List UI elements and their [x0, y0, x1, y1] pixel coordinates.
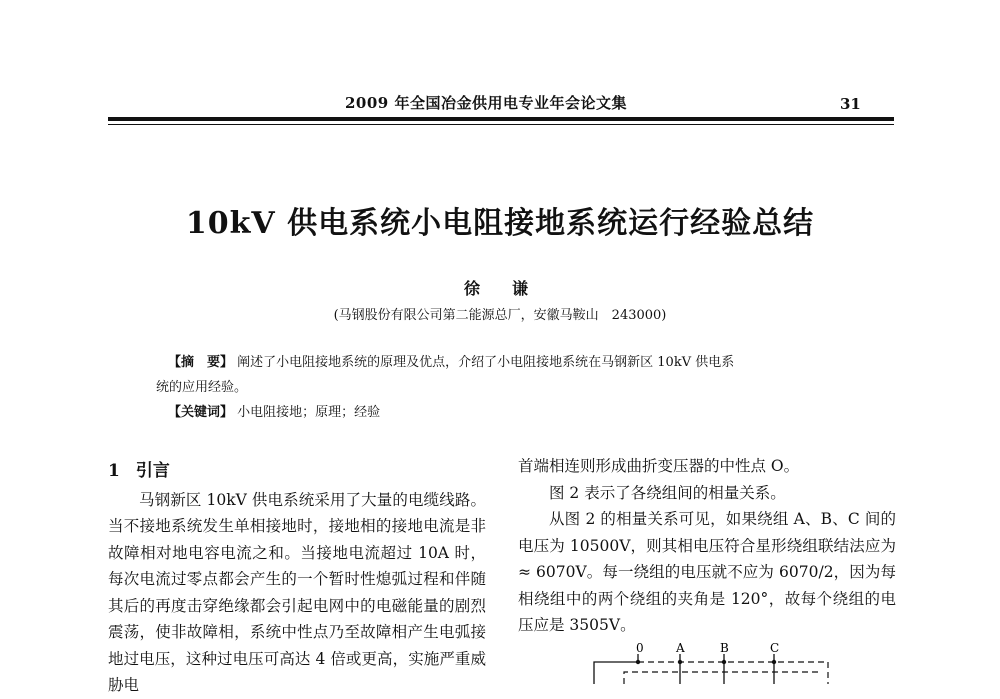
figure-label-c: C: [770, 641, 780, 655]
author-affiliation: (马钢股份有限公司第二能源总厂，安徽马鞍山 243000): [333, 308, 667, 323]
paper-title: 10kV 供电系统小电阻接地系统运行经验总结: [185, 206, 815, 241]
figure-node-0: [636, 660, 640, 664]
abstract-line-2: 统的应用经验。: [156, 380, 248, 395]
keywords-line: [168, 400, 838, 425]
author-name: 徐 谦: [463, 279, 536, 298]
right-column: [518, 453, 896, 639]
figure-label-b: B: [720, 641, 729, 655]
figure-node-b: [722, 660, 726, 664]
header-rule-thick: [108, 117, 894, 121]
keywords-label: 【关键词】: [168, 405, 234, 420]
intro-paragraph: 马钢新区 10kV 供电系统采用了大量的电缆线路。当不接地系统发生单相接地时，接地相的接地电流是非故障相对地电容电流之和。当接地电流超过 10A 时，每次电流过零点都会产生的一个暂时性熄弧过程和伴随其后的再度击穿绝缘都会引起电网中的电磁能量的剧烈震荡，使非故障相，系统中性点乃至故障相产生电弧接地过电压，这种过电压可高达 4 倍或更高，实施严重威胁电: [108, 490, 486, 694]
page-number: 31: [840, 95, 861, 113]
abstract-text-1: 阐述了小电阻接地系统的原理及优点，介绍了小电阻接地系统在马钢新区 10kV 供电系: [237, 355, 735, 370]
figure-dashed-top: [638, 662, 828, 684]
abstract-block: [156, 350, 838, 425]
abstract-line-1: [168, 350, 838, 375]
running-head: 2009 年全国冶金供用电专业年会论文集: [345, 94, 627, 112]
figure-label-0: 0: [636, 641, 644, 655]
figure-node-c: [772, 660, 776, 664]
winding-diagram: [588, 640, 833, 684]
section-title: 引言: [135, 461, 170, 481]
figure-solid-wire: [594, 654, 638, 684]
figure-dashed-inner: [624, 672, 818, 684]
abstract-label: 【摘 要】: [168, 355, 234, 370]
right-line-1: 首端相连则形成曲折变压器的中性点 O。: [518, 457, 800, 475]
keywords-text: 小电阻接地；原理；经验: [237, 405, 381, 420]
right-paragraph-2: 图 2 表示了各绕组间的相量关系。: [549, 483, 786, 502]
figure-label-a: A: [676, 641, 685, 655]
figure-node-a: [678, 660, 682, 664]
right-paragraph-3: 从图 2 的相量关系可见，如果绕组 A、B、C 间的电压为 10500V，则其相电压符合星形绕组联结法应为 ≈ 6070V。每一绕组的电压就不应为 6070/2，因为每相绕组中的两个绕组的夹角是 120°，故每个绕组的电压应是 3505V。: [518, 510, 896, 634]
header-rule-thin: [108, 124, 894, 125]
left-column: [108, 458, 486, 699]
section-heading: [108, 458, 486, 485]
section-number: 1: [108, 461, 120, 481]
